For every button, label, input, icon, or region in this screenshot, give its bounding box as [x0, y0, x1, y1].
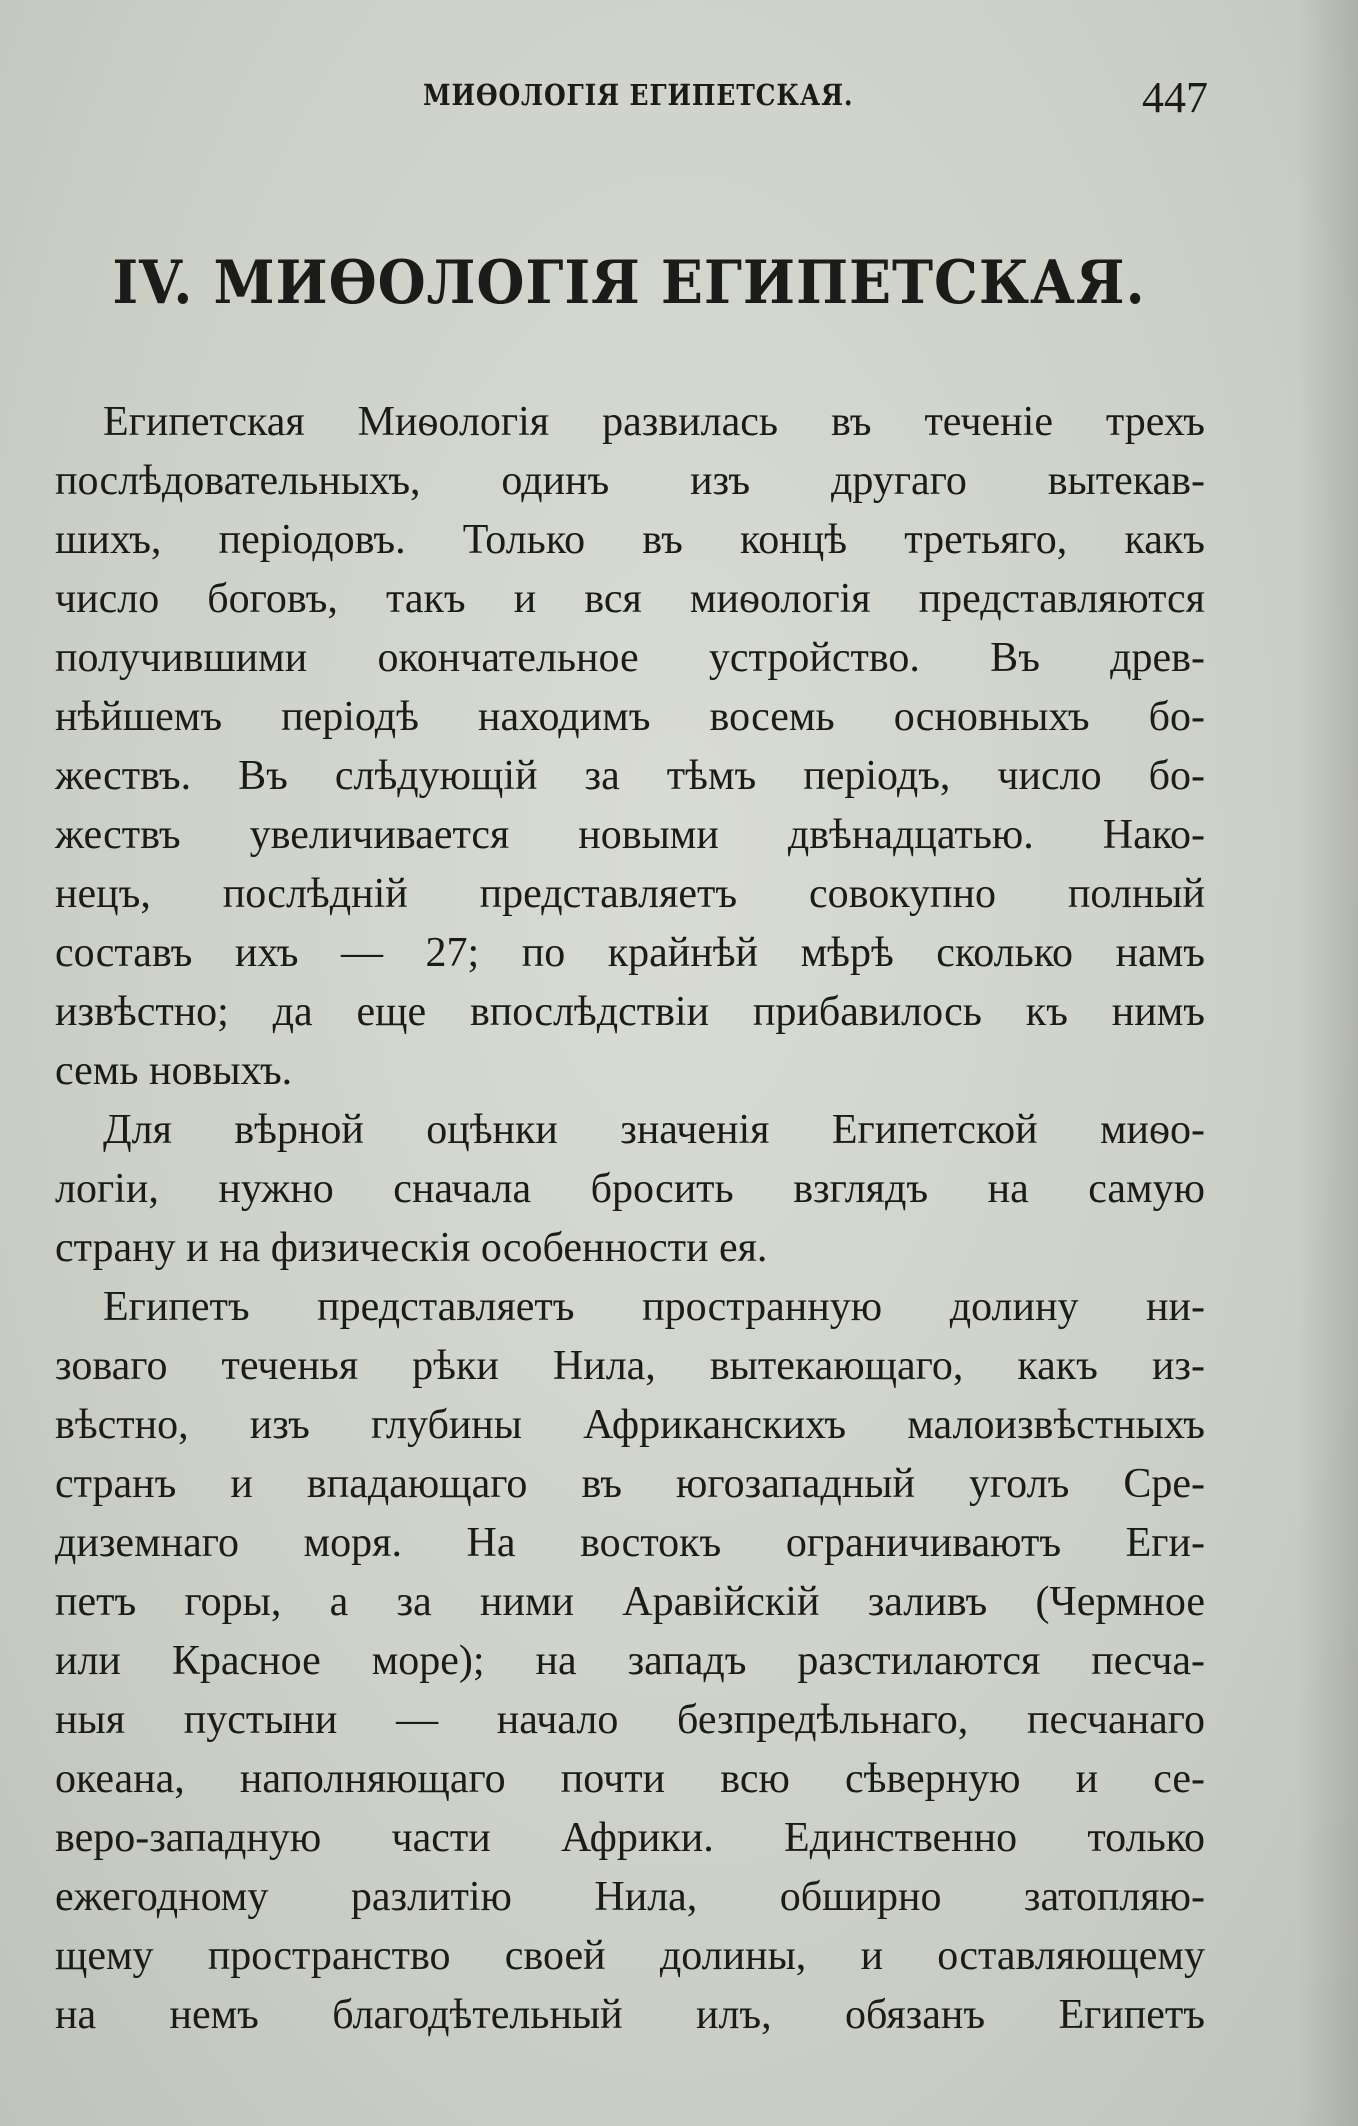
body-text	[55, 393, 1205, 2045]
text-line: ныя пустыни — начало безпредѣльнаго, песчанаго	[55, 1697, 1205, 1743]
text-line: нецъ, послѣдній представляетъ совокупно полный	[55, 871, 1205, 917]
text-line: послѣдовательныхъ, одинъ изъ другаго вытекав-	[55, 458, 1205, 504]
text-line: жествъ увеличивается новыми двѣнадцатью. Нако-	[55, 812, 1205, 858]
text-line: щему пространство своей долины, и оставляющему	[55, 1933, 1205, 1979]
text-line: диземнаго моря. На востокъ ограничиваютъ Еги-	[55, 1520, 1205, 1566]
text-line: Для вѣрной оцѣнки значенія Египетской миѳо-	[103, 1107, 1205, 1153]
text-line: число боговъ, такъ и вся миѳологія представляются	[55, 576, 1205, 622]
text-line: жествъ. Въ слѣдующій за тѣмъ періодъ, число бо-	[55, 753, 1205, 799]
text-line: на немъ благодѣтельный илъ, обязанъ Египетъ	[55, 1992, 1205, 2038]
text-line: Египетъ представляетъ пространную долину ни-	[103, 1284, 1205, 1330]
text-line: или Красное море); на западъ разстилаются песча-	[55, 1638, 1205, 1684]
text-line: логіи, нужно сначала бросить взглядъ на самую	[55, 1166, 1205, 1212]
text-line: океана, наполняющаго почти всю сѣверную и се-	[55, 1756, 1205, 1802]
text-line: шихъ, періодовъ. Только въ концѣ третьяго, какъ	[55, 517, 1205, 563]
text-line: нѣйшемъ періодѣ находимъ восемь основныхъ бо-	[55, 694, 1205, 740]
text-line: странъ и впадающаго въ югозападный уголъ Сре-	[55, 1461, 1205, 1507]
text-line: страну и на физическія особенности ея.	[55, 1225, 768, 1271]
text-line: ежегодному разлитію Нила, обширно затопляю-	[55, 1874, 1205, 1920]
page-edge-shadow	[1298, 0, 1358, 2126]
text-line: зоваго теченья рѣки Нила, вытекающаго, какъ из-	[55, 1343, 1205, 1389]
page-header	[58, 72, 1208, 122]
text-line: Египетская Миѳологія развилась въ теченіе трехъ	[103, 399, 1205, 445]
running-head: МИѲОЛОГІЯ ЕГИПЕТСКАЯ.	[423, 78, 854, 112]
text-line: семь новыхъ.	[55, 1048, 293, 1094]
text-line: петъ горы, а за ними Аравійскій заливъ (Чермное	[55, 1579, 1205, 1625]
text-line: вѣстно, изъ глубины Африканскихъ малоизвѣстныхъ	[55, 1402, 1205, 1448]
text-line: веро-западную части Африки. Единственно только	[55, 1815, 1205, 1861]
text-line: получившими окончательное устройство. Въ древ-	[55, 635, 1205, 681]
chapter-title: IV. МИѲОЛОГІЯ ЕГИПЕТСКАЯ.	[112, 248, 1146, 318]
text-line: извѣстно; да еще впослѣдствіи прибавилось къ нимъ	[55, 989, 1205, 1035]
page-number: 447	[1142, 73, 1208, 122]
text-line: составъ ихъ — 27; по крайнѣй мѣрѣ сколько намъ	[55, 930, 1205, 976]
